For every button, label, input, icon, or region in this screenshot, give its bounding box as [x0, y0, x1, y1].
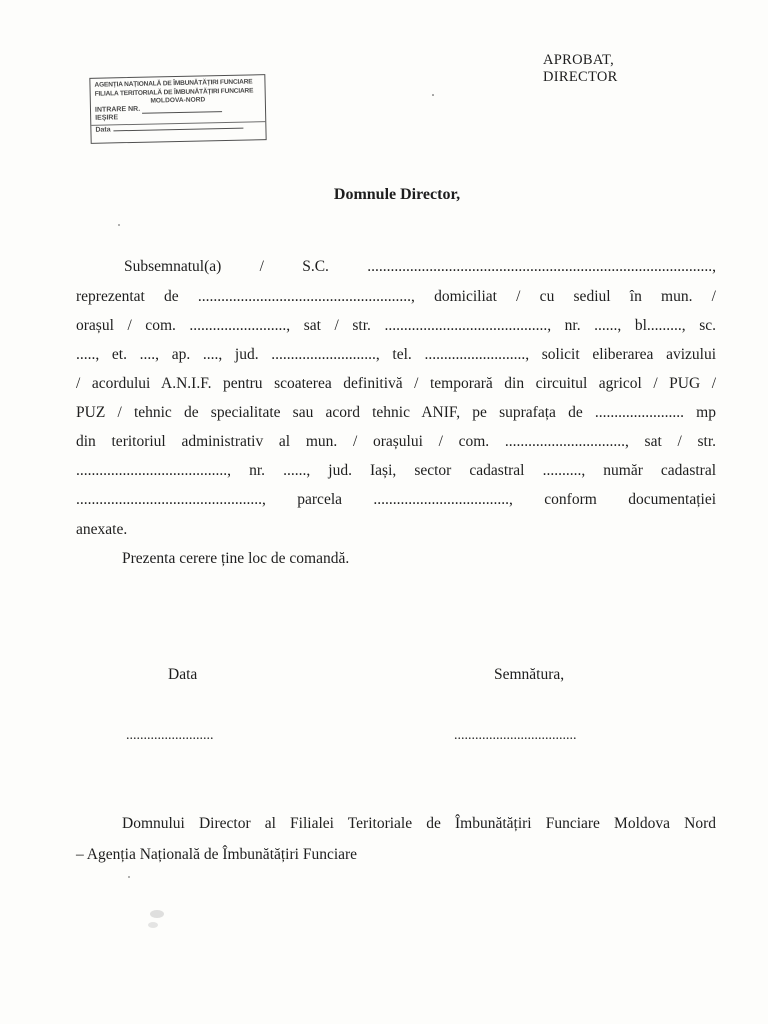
- scan-speck: [432, 94, 434, 96]
- date-field-line: .........................: [126, 728, 214, 743]
- scan-speck: [118, 224, 120, 226]
- body-line-9: ................................................, parcela ..................................., conform documentației: [76, 491, 716, 508]
- registration-stamp: [89, 74, 266, 144]
- stamp-nr-label: NR.: [128, 105, 141, 114]
- signature-label: Semnătura,: [494, 666, 565, 683]
- page-title: Domnule Director,: [333, 186, 461, 203]
- approval-block: [543, 52, 618, 86]
- scan-smudge: [148, 922, 158, 928]
- body-line-4: ....., et. ...., ap. ...., jud. ..........................., tel. .........................., solicit eliberarea avizului: [76, 346, 716, 363]
- stamp-branch-line: FILIALA TERITORIALĂ DE ÎMBUNĂTĂȚIRI FUNCIARE: [94, 87, 254, 98]
- body-line-8: ......................................., nr. ......, jud. Iași, sector cadastral .........., număr cadastral: [76, 462, 716, 479]
- approval-label: APROBAT,: [543, 52, 615, 68]
- stamp-agency-line: AGENȚIA NAȚIONALĂ DE ÎMBUNĂTĂȚIRI FUNCIARE: [94, 78, 253, 89]
- signature-field-line: ...................................: [454, 728, 577, 743]
- stamp-iesire-label: IEȘIRE: [95, 114, 119, 122]
- addressee-line-1: Domnului Director al Filialei Teritoriale de Îmbunătățiri Funciare Moldova Nord: [122, 815, 716, 832]
- body-line-11: Prezenta cerere ține loc de comandă.: [122, 550, 350, 567]
- stamp-region-line: MOLDOVA-NORD: [150, 96, 206, 105]
- stamp-date-label: Data: [95, 126, 111, 134]
- scan-smudge: [150, 910, 164, 918]
- body-line-1: Subsemnatul(a) / S.C. .........................................................................................,: [124, 258, 716, 275]
- approval-director-label: DIRECTOR: [543, 69, 618, 85]
- stamp-date-row: [91, 121, 265, 135]
- body-line-6: PUZ / tehnic de specialitate sau acord tehnic ANIF, pe suprafața de ....................... mp: [76, 404, 716, 421]
- stamp-intrare-label: INTRARE: [94, 106, 127, 114]
- body-line-5: / acordului A.N.I.F. pentru scoaterea definitivă / temporară din circuitul agricol / PUG /: [76, 375, 716, 392]
- date-label: Data: [168, 666, 198, 683]
- body-line-2: reprezentat de ......................................................., domiciliat / cu sediul în mun. /: [76, 288, 716, 305]
- body-line-7: din teritoriul administrativ al mun. / orașului / com. ..............................., sat / str.: [76, 433, 716, 450]
- body-line-3: orașul / com. ........................., sat / str. .........................................., nr. ......, bl........., sc.: [76, 317, 716, 334]
- body-line-10: anexate.: [76, 521, 128, 538]
- addressee-line-2: – Agenția Națională de Îmbunătățiri Funciare: [76, 846, 358, 863]
- stamp-date-line: [114, 128, 244, 132]
- scan-speck: [128, 876, 130, 878]
